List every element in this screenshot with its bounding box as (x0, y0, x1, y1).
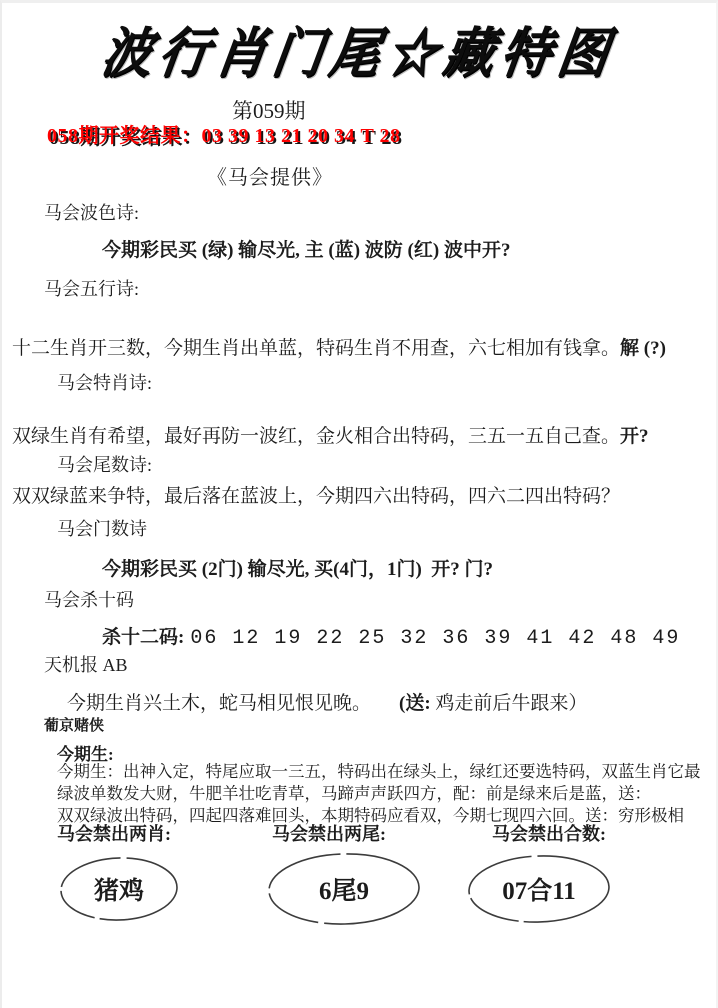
jinqisheng-line-2: 绿波单数发大财，牛肥羊壮吃青草，马蹄声声跃四方，配：前是绿来后是蓝，送： (57, 784, 651, 803)
jinqisheng-line-1: 今期生：出神入定，特尾应取一三五，特码出在绿头上，绿红还要选特码，双蓝生肖它最 (57, 762, 701, 781)
section-label-bose: 马会波色诗: (44, 203, 140, 223)
jinqisheng-label: 今期生: (57, 745, 114, 764)
section-label-pujing: 葡京赌侠 (44, 718, 105, 734)
kill-twelve-row (102, 622, 680, 650)
page-title: 波行肖门尾☆藏特图 (97, 23, 620, 84)
section-label-menshu: 马会门数诗 (57, 519, 147, 539)
kill-twelve-label: 杀十二码: (102, 627, 185, 648)
poem-tianji (67, 688, 587, 715)
section-label-texiao: 马会特肖诗: (57, 373, 153, 393)
section-label-tianji: 天机报 AB (44, 655, 128, 675)
forbidden-sum-label: 马会禁出合数: (492, 824, 606, 844)
poem-weishu: 双双绿蓝来争特，最后落在蓝波上，今期四六出特码，四六二四出特码？ (12, 486, 621, 507)
poem-wuxing-text: 十二生肖开三数，今期生肖出单蓝，特码生肖不用查，六七相加有钱拿。 (12, 338, 621, 359)
poem-texiao (12, 421, 649, 448)
poem-menshu: 今期彩民买 (2门) 输尽光, 买(4门，1门) 开? 门? (102, 559, 494, 580)
previous-draw-result: 058期开奖结果：03 39 13 21 20 34 T 28 (47, 125, 401, 147)
section-label-wuxing: 马会五行诗: (44, 279, 140, 299)
tianji-gift-text: 鸡走前后牛跟来） (430, 693, 588, 714)
section-label-weishu: 马会尾数诗: (57, 455, 153, 475)
section-label-shashima: 马会杀十码 (44, 590, 134, 610)
jinqisheng-line-3: 双双绿波出特码，四起四落难回头，本期特码应看双，今期七现四六回。送：穷形极相 (57, 806, 684, 825)
forbidden-sum-value: 07合11 (502, 878, 576, 905)
poem-bose: 今期彩民买 (绿) 输尽光, 主 (蓝) 波防 (红) 波中开? (102, 240, 511, 261)
poem-wuxing-answer: 解 (?) (620, 338, 666, 359)
provider-heading: 《马会提供》 (207, 167, 333, 189)
poem-tianji-text: 今期生肖兴土木，蛇马相见恨见晚。 (67, 693, 372, 714)
forbidden-zodiac-label: 马会禁出两肖: (57, 824, 171, 844)
forbidden-tail-label: 马会禁出两尾: (272, 824, 386, 844)
forbidden-zodiac-value: 猪鸡 (93, 878, 144, 905)
poem-wuxing (12, 333, 666, 360)
issue-number: 第059期 (232, 99, 306, 123)
poem-texiao-answer: 开? (620, 426, 649, 447)
poem-texiao-text: 双绿生肖有希望，最好再防一波红，金火相合出特码，三五一五自己查。 (12, 426, 621, 447)
kill-twelve-numbers: 06 12 19 22 25 32 36 39 41 42 48 49 (190, 627, 681, 650)
forbidden-tail-value: 6尾9 (318, 878, 369, 905)
tianji-gift-label: (送: (399, 693, 431, 714)
